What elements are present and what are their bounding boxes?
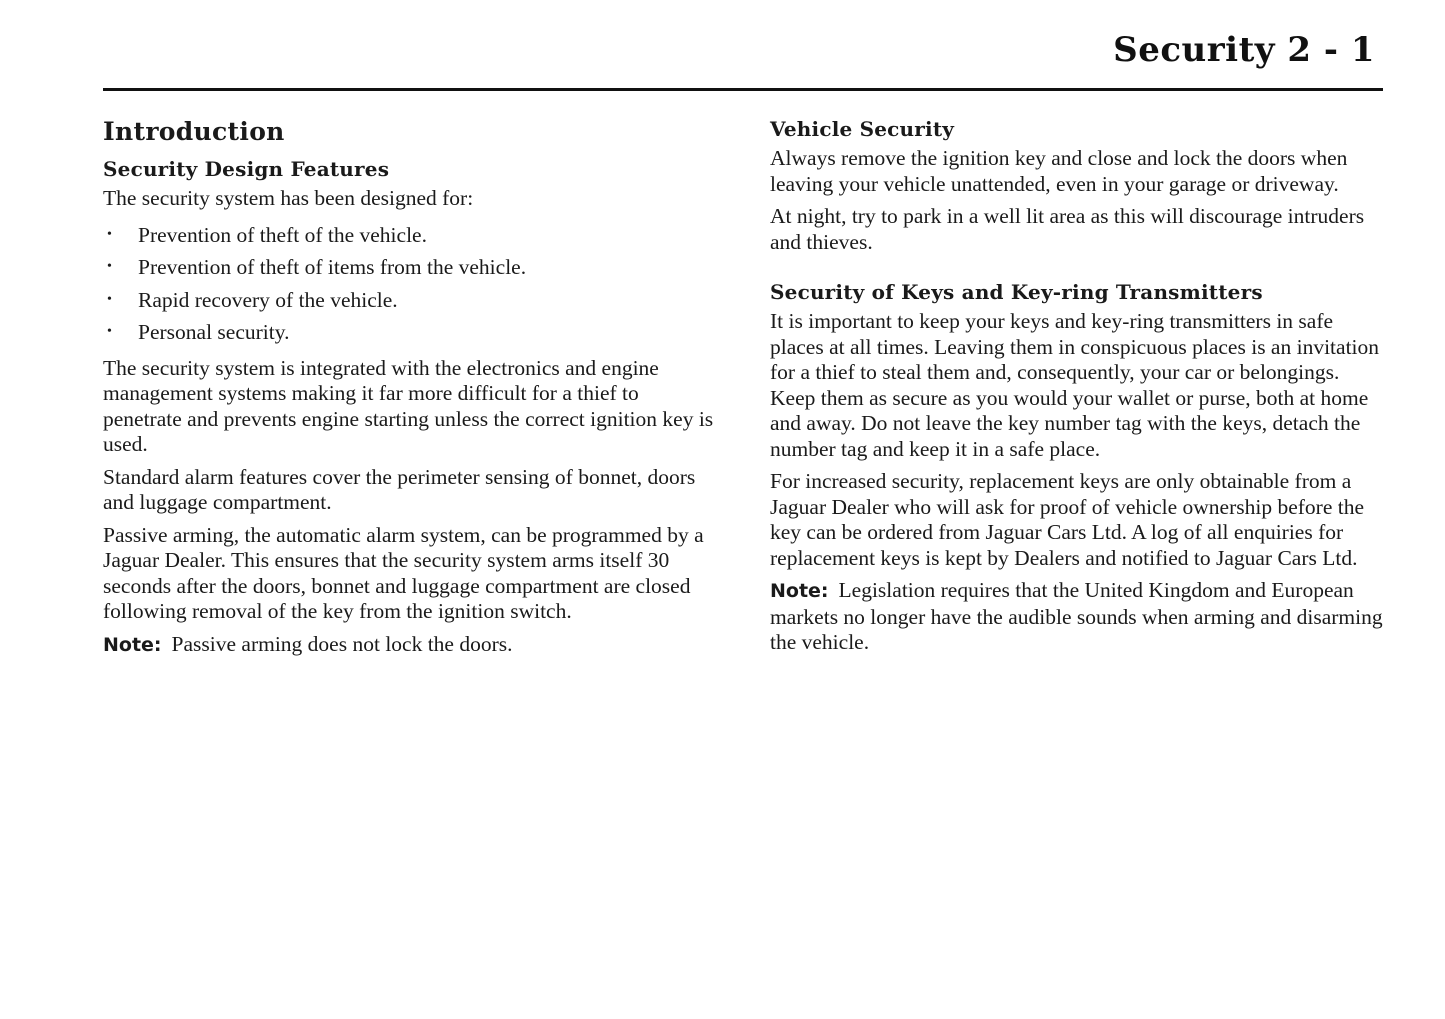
note-text: Passive arming does not lock the doors.: [171, 631, 513, 656]
list-item: [103, 219, 718, 252]
left-column: [103, 116, 718, 665]
note-text: Legislation requires that the United Kingdom and European markets no longer have the audible sounds when arming and disarming the vehicle.: [770, 578, 1383, 654]
section-title-introduction: Introduction: [103, 117, 285, 146]
paragraph-alarm-features: Standard alarm features cover the perimeter sensing of bonnet, doors and luggage compartment.: [103, 464, 696, 514]
note-label: Note:: [103, 633, 162, 656]
note-legislation: [770, 578, 1385, 656]
list-item: [103, 284, 718, 317]
bullet-icon: •: [107, 291, 112, 307]
paragraph-passive-arming: Passive arming, the automatic alarm system, can be programmed by a Jaguar Dealer. This ensures that the security system arms itself 30 seconds after the doors, bonnet and luggage compartment are closed following removal of the key from the ignition switch.: [103, 522, 704, 623]
paragraph-park-at-night: At night, try to park in a well lit area as this will discourage intruders and thieves.: [770, 204, 1365, 254]
subsection-title-design-features: Security Design Features: [103, 157, 390, 181]
note-label: Note:: [770, 580, 829, 602]
paragraph-keep-keys-safe: It is important to keep your keys and key-ring transmitters in safe places at all times. Leaving them in conspicuous places is an invitation for a thief to steal them and, consequently, your car or belongings. Keep them as secure as you would your wallet or purse, both at home and away. Do not leave the key number tag with the keys, detach the number tag and keep it in a safe place.: [770, 309, 1380, 461]
bullet-icon: •: [107, 259, 112, 274]
list-item-text: Personal security.: [138, 320, 290, 344]
list-item: [103, 316, 718, 349]
paragraph-remove-key: Always remove the ignition key and close and lock the doors when leaving your vehicle unattended, even in your garage or driveway.: [770, 146, 1348, 196]
paragraph-replacement-keys: For increased security, replacement keys are only obtainable from a Jaguar Dealer who will ask for proof of vehicle ownership before the key can be ordered from Jaguar Cars Ltd. A log of all enquiries for replacement keys is kept by Dealers and notified to Jaguar Cars Ltd.: [770, 469, 1365, 570]
list-item: [103, 251, 718, 284]
note-passive-arming: [103, 632, 718, 659]
intro-text: The security system has been designed for:: [103, 186, 474, 210]
list-item-text: Prevention of theft of items from the vehicle.: [138, 255, 527, 279]
paragraph-integration: The security system is integrated with the electronics and engine management systems making it far more difficult for a thief to penetrate and prevents engine starting unless the correct ignition key is used.: [103, 355, 714, 456]
design-features-list: [103, 219, 718, 349]
bullet-icon: •: [107, 226, 112, 242]
page-header: [103, 28, 1383, 91]
subsection-title-vehicle-security: Vehicle Security: [770, 117, 955, 141]
bullet-icon: •: [107, 324, 112, 339]
right-column: [770, 116, 1385, 663]
page-title: Security 2 - 1: [1113, 30, 1375, 70]
subsection-title-keys-security: Security of Keys and Key-ring Transmitters: [770, 280, 1263, 304]
list-item-text: Prevention of theft of the vehicle.: [138, 222, 427, 247]
list-item-text: Rapid recovery of the vehicle.: [138, 287, 398, 312]
